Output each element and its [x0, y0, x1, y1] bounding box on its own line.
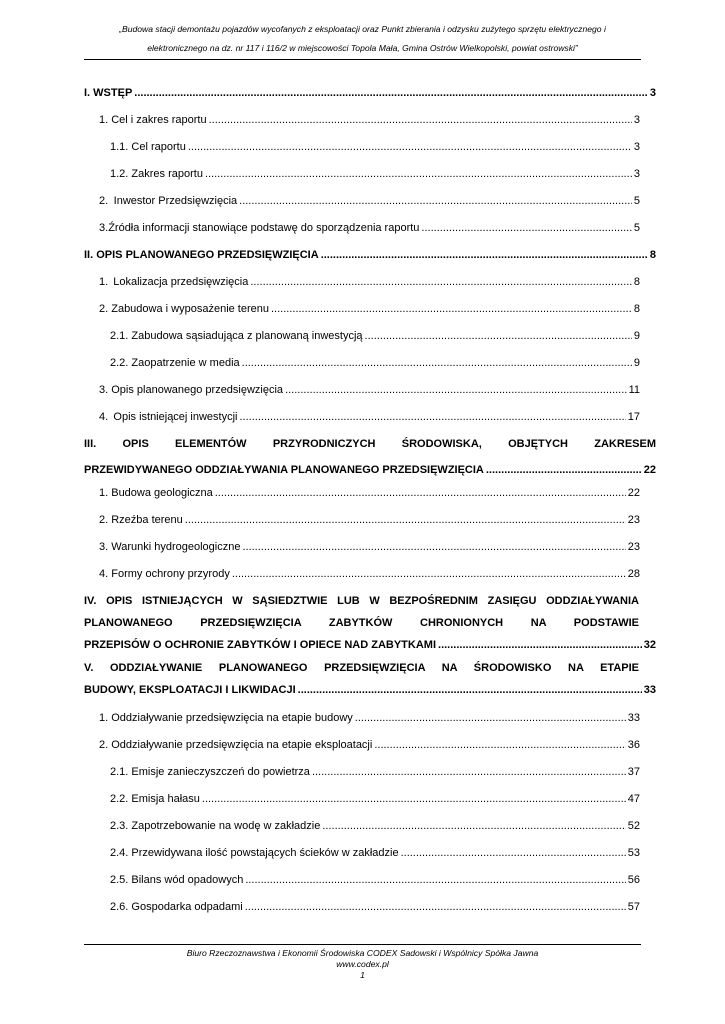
page-header — [84, 20, 641, 58]
toc-entry-title-line-2: PRZEWIDYWANEGO ODDZIAŁYWANIA PLANOWANEGO PRZEDSIĘWZIĘCIA — [84, 464, 484, 476]
toc-entry-title-line-3: PRZEPISÓW O OCHRONIE ZABYTKÓW I OPIECE NAD ZABYTKAMI — [84, 639, 437, 651]
toc-entry-title: 4. Formy ochrony przyrody — [99, 568, 230, 580]
toc-leader-dots — [374, 732, 625, 759]
toc-leader-dots — [232, 561, 626, 588]
page-number: 1 — [360, 970, 365, 980]
toc-leader-dots — [355, 705, 626, 732]
toc-leader-dots — [242, 534, 625, 561]
toc-page-number: 3 — [649, 87, 656, 99]
toc-page-number: 22 — [627, 487, 640, 499]
toc-page-number: 36 — [627, 739, 640, 751]
toc-page-number: 5 — [633, 195, 640, 207]
toc-page-number: 32 — [643, 639, 656, 651]
toc-entry-title: 2.2. Zaopatrzenie w media — [110, 357, 240, 369]
header-line-2: elektronicznego na dz. nr 117 i 116/2 w miejscowości Topola Mała, Gmina Ostrów Wielkopolski, powiat ostrowski” — [147, 43, 578, 53]
toc-leader-dots — [245, 894, 626, 921]
footer-company: Biuro Rzeczoznawstwa i Ekonomii Środowiska CODEX Sadowski i Wspólnicy Spółka Jawna — [186, 948, 539, 958]
toc-entry-title: 1. Budowa geologiczna — [99, 487, 213, 499]
toc-leader-dots — [285, 377, 627, 404]
toc-leader-dots — [202, 786, 626, 813]
toc-leader-dots — [298, 677, 642, 704]
toc-page-number: 11 — [628, 384, 640, 396]
toc-entry-title: 2. Oddziaływanie przedsięwzięcia na etapie eksploatacji — [99, 739, 373, 751]
toc-leader-dots — [185, 507, 626, 534]
toc-leader-dots — [322, 813, 625, 840]
toc-page-number: 3 — [633, 141, 640, 153]
toc-entry-number: 2. — [99, 195, 109, 207]
toc-entry-number: 4. — [99, 411, 109, 423]
toc-page-number: 9 — [633, 357, 640, 369]
toc-entry-title: 3. Opis planowanego przedsięwzięcia — [99, 384, 284, 396]
toc-entry-title: Lokalizacja przedsięwzięcia — [113, 276, 249, 288]
toc-leader-dots — [365, 323, 632, 350]
toc-entry-title-line-1: IV. OPIS ISTNIEJĄCYCH W SĄSIEDZTWIE LUB W BEZPOŚREDNIM ZASIĘGU ODDZIAŁYWANIA — [84, 595, 639, 607]
toc-leader-dots — [242, 350, 632, 377]
toc-leader-dots — [401, 840, 626, 867]
toc-leader-dots — [240, 404, 626, 431]
toc-leader-dots — [250, 269, 632, 296]
toc-leader-dots — [312, 759, 626, 786]
page-footer — [84, 948, 641, 981]
toc-leader-dots — [134, 80, 648, 107]
toc-entry-title: 2.4. Przewidywana ilość powstających ścieków w zakładzie — [110, 847, 399, 859]
footer-website[interactable]: www.codex.pl — [336, 959, 389, 969]
toc-entry-title: II. OPIS PLANOWANEGO PRZEDSIĘWZIĘCIA — [84, 249, 319, 261]
toc-entry-title-line-1: V. ODDZIAŁYWANIE PLANOWANEGO PRZEDSIĘWZIĘCIA NA ŚRODOWISKO NA ETAPIE — [84, 662, 639, 674]
toc-entry-title: 2.3. Zapotrzebowanie na wodę w zakładzie — [110, 820, 321, 832]
toc-entry-title: Inwestor Przedsięwzięcia — [113, 195, 238, 207]
toc-page-number: 5 — [633, 222, 640, 234]
toc-page-number: 22 — [643, 464, 656, 476]
toc-leader-dots — [321, 242, 648, 269]
toc-entry-title: 2.1. Emisje zanieczyszczeń do powietrza — [110, 766, 310, 778]
toc-entry-title: 2. Zabudowa i wyposażenie terenu — [99, 303, 269, 315]
toc-page-number: 3 — [633, 114, 640, 126]
toc-page-number: 9 — [633, 330, 640, 342]
toc-page-number: 33 — [643, 684, 656, 696]
toc-page-number: 53 — [627, 847, 640, 859]
toc-page-number: 3 — [633, 168, 640, 180]
toc-entry-title: 1.2. Zakres raportu — [110, 168, 203, 180]
toc-page-number: 28 — [627, 568, 640, 580]
toc-page-number: 52 — [627, 820, 640, 832]
toc-entry-title-line-2: PLANOWANEGO PRZEDSIĘWZIĘCIA ZABYTKÓW CHRONIONYCH NA PODSTAWIE — [84, 617, 639, 629]
header-divider — [84, 59, 641, 60]
toc-entry-title: 1. Oddziaływanie przedsięwzięcia na etapie budowy — [99, 712, 353, 724]
toc-leader-dots — [209, 107, 632, 134]
toc-entry-title: 1.1. Cel raportu — [110, 141, 186, 153]
toc-entry-title: 2. Rzeźba terenu — [99, 514, 183, 526]
toc-entry-title: Opis istniejącej inwestycji — [113, 411, 238, 423]
toc-page-number: 47 — [627, 793, 640, 805]
toc-entry-title: 2.6. Gospodarka odpadami — [110, 901, 243, 913]
footer-divider — [84, 944, 641, 945]
toc-entry-title-line-2: BUDOWY, EKSPLOATACJI I LIKWIDACJI — [84, 684, 296, 696]
toc-leader-dots — [245, 867, 625, 894]
toc-page-number: 57 — [627, 901, 640, 913]
toc-page-number: 23 — [627, 514, 640, 526]
toc-leader-dots — [421, 215, 631, 242]
toc-page-number: 17 — [627, 411, 640, 423]
toc-page-number: 8 — [649, 249, 656, 261]
toc-leader-dots — [271, 296, 632, 323]
toc-entry-title: 3. Warunki hydrogeologiczne — [99, 541, 241, 553]
toc-leader-dots — [188, 134, 632, 161]
toc-page-number: 56 — [627, 874, 640, 886]
toc-entry-title: I. WSTĘP — [84, 87, 133, 99]
toc-entry-title: 1. Cel i zakres raportu — [99, 114, 207, 126]
toc-leader-dots — [239, 188, 632, 215]
toc-entry-title: 2.1. Zabudowa sąsiadująca z planowaną inwestycją — [110, 330, 363, 342]
toc-entry-title: Źródła informacji stanowiące podstawę do sporządzenia raportu — [108, 222, 420, 234]
toc-entry-number: 3. — [99, 222, 109, 234]
toc-page-number: 8 — [633, 303, 640, 315]
toc-entry-number: 1. — [99, 276, 109, 288]
header-line-1: „Budowa stacji demontażu pojazdów wycofanych z eksploatacji oraz Punkt zbierania i odzysku zużytego sprzętu elektrycznego i — [119, 24, 606, 34]
toc-page-number: 23 — [627, 541, 640, 553]
toc-page-number: 8 — [633, 276, 640, 288]
toc-leader-dots — [205, 161, 632, 188]
toc-entry-title: 2.5. Bilans wód opadowych — [110, 874, 244, 886]
toc-leader-dots — [215, 480, 626, 507]
toc-entry-title: 2.2. Emisja hałasu — [110, 793, 200, 805]
toc-page-number: 37 — [627, 766, 640, 778]
toc-entry-title-line-1: III. OPIS ELEMENTÓW PRZYRODNICZYCH ŚRODOWISKA, OBJĘTYCH ZAKRESEM — [84, 438, 656, 450]
toc-page-number: 33 — [627, 712, 640, 724]
